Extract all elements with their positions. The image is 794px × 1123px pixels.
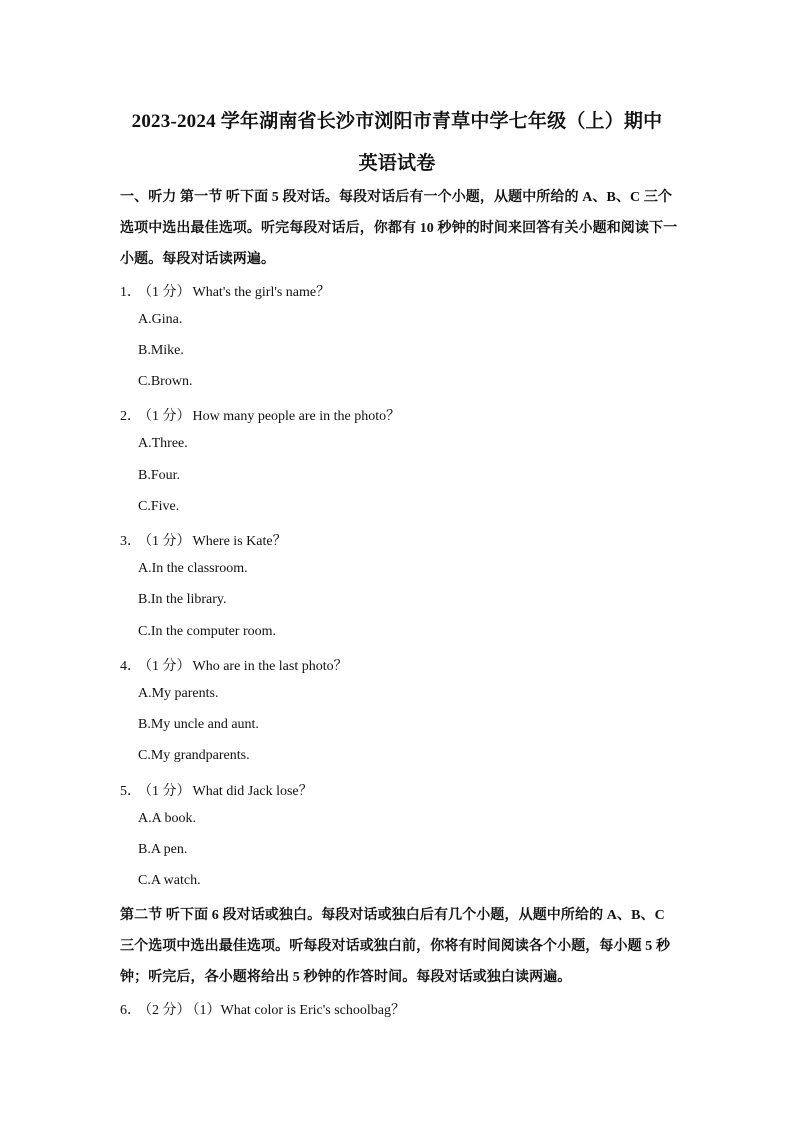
question-number: 6． — [120, 1003, 141, 1018]
question-5-option-a: A.A book. — [138, 811, 196, 826]
question-1-option-b: B.Mike. — [138, 343, 184, 358]
question-text: What color is Eric's schoolbag？ — [220, 1003, 405, 1018]
question-2-option-a: A.Three. — [138, 436, 188, 451]
question-3-option-c: C.In the computer room. — [138, 624, 277, 639]
question-text: Who are in the last photo？ — [192, 659, 348, 674]
section2-instruction-line-2: 三个选项中选出最佳选项。听每段对话或独白前，你将有时间阅读各个小题，每小题 5 秒 — [120, 939, 671, 954]
question-5 — [120, 780, 313, 800]
question-2-option-b: B.Four. — [138, 468, 181, 483]
question-6 — [120, 999, 405, 1019]
question-4-option-a: A.My parents. — [138, 686, 219, 701]
question-score: （2 分） — [145, 1003, 191, 1018]
question-1-option-c: C.Brown. — [138, 374, 193, 389]
question-number: 4． — [120, 659, 141, 674]
question-2 — [120, 405, 400, 425]
question-4 — [120, 655, 348, 675]
question-3-option-b: B.In the library. — [138, 592, 227, 607]
question-text: What's the girl's name？ — [192, 285, 331, 300]
question-5-option-c: C.A watch. — [138, 873, 201, 888]
section1-instruction-line-3: 小题。每段对话读两遍。 — [120, 252, 276, 267]
question-score: （1 分） — [145, 784, 191, 799]
question-score: （1 分） — [145, 659, 191, 674]
question-number: 5． — [120, 784, 141, 799]
question-3 — [120, 530, 287, 550]
question-number: 1． — [120, 285, 141, 300]
question-text: What did Jack lose？ — [192, 784, 313, 799]
sub-question-number: （1） — [192, 1003, 221, 1018]
question-4-option-b: B.My uncle and aunt. — [138, 717, 259, 732]
question-score: （1 分） — [145, 409, 191, 424]
exam-title-line-1: 2023-2024 学年湖南省长沙市浏阳市青草中学七年级（上）期中 — [131, 111, 663, 132]
question-number: 3． — [120, 534, 141, 549]
question-1 — [120, 281, 330, 301]
question-2-option-c: C.Five. — [138, 499, 180, 514]
section1-instruction-line-2: 选项中选出最佳选项。听完每段对话后，你都有 10 秒钟的时间来回答有关小题和阅读下一 — [120, 221, 678, 236]
section2-instruction-line-1: 第二节 听下面 6 段对话或独白。每段对话或独白后有几个小题，从题中所给的 A、B、C — [120, 908, 665, 923]
question-1-option-a: A.Gina. — [138, 312, 183, 327]
question-3-option-a: A.In the classroom. — [138, 561, 248, 576]
question-number: 2． — [120, 409, 141, 424]
section1-instruction-line-1: 一、听力 第一节 听下面 5 段对话。每段对话后有一个小题，从题中所给的 A、B、C 三个 — [120, 190, 673, 205]
question-4-option-c: C.My grandparents. — [138, 748, 250, 763]
question-5-option-b: B.A pen. — [138, 842, 188, 857]
question-score: （1 分） — [145, 285, 191, 300]
question-text: Where is Kate？ — [192, 534, 287, 549]
question-text: How many people are in the photo？ — [192, 409, 401, 424]
question-score: （1 分） — [145, 534, 191, 549]
section2-instruction-line-3: 钟；听完后，各小题将给出 5 秒钟的作答时间。每段对话或独白读两遍。 — [120, 970, 572, 985]
exam-title-line-2: 英语试卷 — [358, 153, 436, 174]
